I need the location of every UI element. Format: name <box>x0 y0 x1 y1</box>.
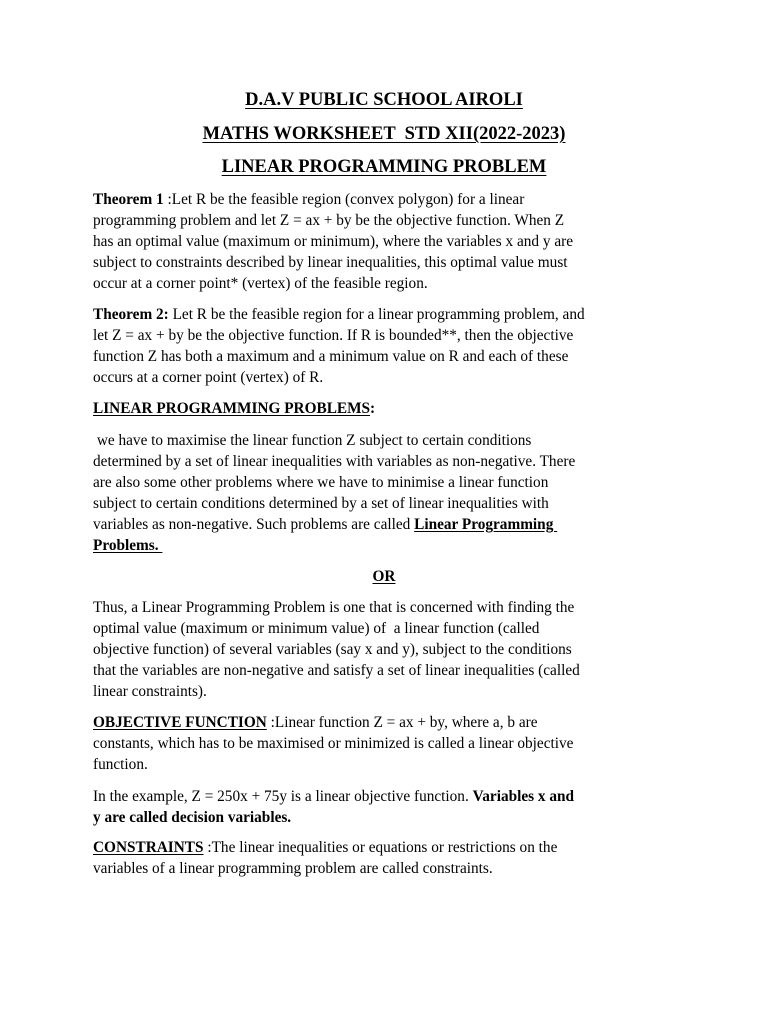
lpp-heading-colon: : <box>370 400 376 417</box>
theorem-1-line: has an optimal value (maximum or minimum), where the variables x and y are <box>93 233 574 250</box>
theorem-2-line: function Z has both a maximum and a minimum value on R and each of these <box>93 348 569 365</box>
worksheet-title: MATHS WORKSHEET STD XII(2022-2023) <box>202 124 566 144</box>
theorem-2-label: Theorem 2: <box>93 306 169 323</box>
thus-line: objective function) of several variables (say x and y), subject to the conditions <box>93 641 572 658</box>
theorem-2-paragraph <box>93 304 693 388</box>
thus-paragraph <box>93 597 693 702</box>
lpp-line: subject to certain conditions determined by a set of linear inequalities with <box>93 495 549 512</box>
lpp-heading <box>93 398 693 419</box>
objective-line: :Linear function Z = ax + by, where a, b are <box>266 714 538 731</box>
theorem-1-line: programming problem and let Z = ax + by be the objective function. When Z <box>93 212 565 229</box>
constraints-line: variables of a linear programming problem are called constraints. <box>93 860 493 877</box>
lpp-heading-text: LINEAR PROGRAMMING PROBLEMS <box>93 400 371 417</box>
lpp-line: determined by a set of linear inequalities with variables as non-negative. There <box>93 453 576 470</box>
theorem-2-line: occurs at a corner point (vertex) of R. <box>93 369 324 386</box>
thus-line: linear constraints). <box>93 683 207 700</box>
constraints-paragraph <box>93 837 693 879</box>
theorem-1-line: subject to constraints described by linear inequalities, this optimal value must <box>93 254 568 271</box>
thus-line: Thus, a Linear Programming Problem is one that is concerned with finding the <box>93 599 575 616</box>
constraints-line: :The linear inequalities or equations or restrictions on the <box>203 839 558 856</box>
lpp-line: we have to maximise the linear function Z subject to certain conditions <box>93 432 532 449</box>
lpp-term: Linear Programming <box>414 516 558 533</box>
constraints-heading: CONSTRAINTS <box>93 839 204 856</box>
example-bold-text-continued: y are called decision variables. <box>93 809 292 826</box>
theorem-1-label: Theorem 1 <box>93 191 164 208</box>
theorem-1-line: occur at a corner point* (vertex) of the feasible region. <box>93 275 428 292</box>
lpp-term-continued: Problems. <box>93 537 163 554</box>
objective-function-heading: OBJECTIVE FUNCTION <box>93 714 267 731</box>
theorem-2-line: let Z = ax + by be the objective function. If R is bounded**, then the objective <box>93 327 574 344</box>
objective-line: function. <box>93 756 148 773</box>
or-separator: OR <box>372 568 396 585</box>
theorem-2-line: Let R be the feasible region for a linear programming problem, and <box>168 306 585 323</box>
theorem-1-paragraph <box>93 189 693 294</box>
lpp-line: are also some other problems where we have to minimise a linear function <box>93 474 549 491</box>
objective-function-paragraph <box>93 712 693 775</box>
topic-title: LINEAR PROGRAMMING PROBLEM <box>221 157 547 177</box>
example-paragraph <box>93 786 693 828</box>
theorem-1-line: :Let R be the feasible region (convex polygon) for a linear <box>163 191 525 208</box>
lpp-paragraph <box>93 430 693 556</box>
objective-line: constants, which has to be maximised or minimized is called a linear objective <box>93 735 574 752</box>
thus-line: optimal value (maximum or minimum value) of a linear function (called <box>93 620 540 637</box>
thus-line: that the variables are non-negative and satisfy a set of linear inequalities (called <box>93 662 580 679</box>
example-text: In the example, Z = 250x + 75y is a linear objective function. <box>93 788 473 805</box>
lpp-line: variables as non-negative. Such problems are called <box>93 516 415 533</box>
school-title: D.A.V PUBLIC SCHOOL AIROLI <box>245 90 523 110</box>
example-bold-text: Variables x and <box>472 788 575 805</box>
